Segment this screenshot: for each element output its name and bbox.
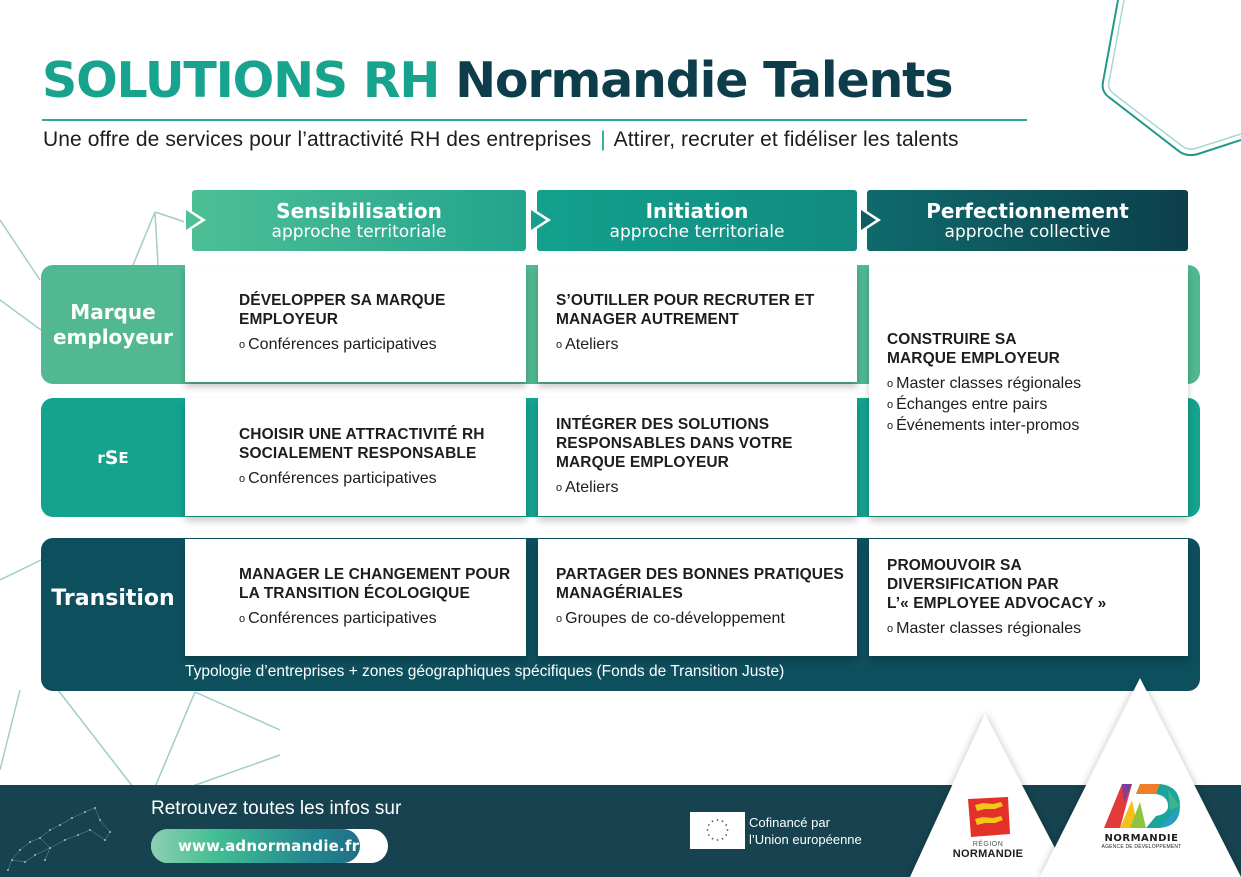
offer-format-item: o Ateliers [556, 479, 619, 496]
offer-format-item: o Groupes de co-développement [556, 610, 785, 627]
bullet-icon: o [887, 378, 894, 390]
bullet-icon: o [556, 482, 563, 494]
ad-normandie-name: NORMANDIE [1104, 833, 1179, 844]
page-subtitle [43, 128, 959, 152]
rse-letter-r: r [97, 448, 105, 467]
title-divider [42, 119, 1027, 121]
column-header-sensibilisation [192, 190, 526, 251]
offer-format-item: o Conférences participatives [239, 469, 437, 487]
ad-normandie-logo [1094, 780, 1189, 850]
website-link[interactable] [151, 829, 388, 863]
eu-cofinancing-text: Cofinancé par l’Union européenne [749, 815, 862, 847]
offer-title: MANAGER LE CHANGEMENT POUR LA TRANSITION ÉCOLOGIQUE [239, 566, 511, 602]
row-label-line: employeur [52, 324, 174, 349]
normandy-lions-flag-icon [963, 796, 1013, 838]
column-subtitle: approche territoriale [609, 222, 785, 242]
bullet-icon: o [887, 399, 894, 411]
offer-card-construire-marque [869, 265, 1188, 516]
offer-title: PROMOUVOIR SA DIVERSIFICATION PAR L’« EMPLOYEE ADVOCACY » [887, 556, 1107, 612]
row-label-line: Marque [70, 299, 156, 324]
title-solutions-rh: SOLUTIONS RH [42, 52, 440, 109]
offer-format-item: o Conférences participatives [239, 610, 437, 627]
rse-letter-s: S [104, 446, 119, 469]
row-label-marque-employeur [41, 265, 185, 384]
rse-letter-e: E [118, 448, 129, 467]
offer-card-partager-pratiques [538, 539, 857, 656]
bullet-icon: o [239, 472, 246, 485]
ad-normandie-subtitle: AGENCE DE DÉVELOPPEMENT [1101, 844, 1182, 850]
offer-card-attractivite-responsable [185, 398, 526, 516]
transition-note: Typologie d’entreprises + zones géographiques spécifiques (Fonds de Transition Juste) [185, 663, 785, 680]
page-title [42, 52, 953, 109]
offer-title: S’OUTILLER POUR RECRUTER ET MANAGER AUTREMENT [556, 292, 815, 328]
offer-format-item: o Master classes régionales [887, 375, 1082, 392]
offer-title: DÉVELOPPER SA MARQUE EMPLOYEUR [239, 292, 446, 328]
row-label-transition: Transition [51, 585, 175, 611]
column-title: Initiation [645, 199, 749, 223]
offer-card-manager-changement [185, 539, 526, 656]
column-header-perfectionnement [867, 190, 1188, 251]
subtitle-separator: | [600, 128, 606, 151]
offer-format-item: o Échanges entre pairs [887, 396, 1048, 413]
column-title: Perfectionnement [926, 199, 1129, 223]
offer-card-outiller-recruter [538, 265, 857, 382]
bullet-icon: o [239, 613, 246, 625]
row-label-rse [41, 398, 185, 517]
title-normandie-talents: Normandie Talents [455, 52, 953, 109]
footer-tagline: Retrouvez toutes les infos sur [151, 798, 402, 819]
offer-card-developper-marque [185, 265, 526, 382]
bullet-icon: o [887, 420, 894, 432]
offer-title: CHOISIR UNE ATTRACTIVITÉ RH SOCIALEMENT RESPONSABLE [239, 425, 485, 462]
ad-logo-mark-icon [1100, 780, 1184, 830]
play-arrow-icon [184, 206, 206, 234]
region-sub-label: RÉGION [972, 841, 1004, 848]
offer-title: PARTAGER DES BONNES PRATIQUES MANAGÉRIALES [556, 566, 844, 602]
bullet-icon: o [556, 613, 563, 625]
bullet-icon: o [887, 622, 894, 635]
subtitle-goals: Attirer, recruter et fidéliser les talents [613, 128, 959, 151]
region-normandie-logo [952, 796, 1024, 860]
subtitle-offer: Une offre de services pour l’attractivité RH des entreprises [43, 128, 592, 151]
offer-card-employee-advocacy [869, 539, 1188, 656]
region-name-label: NORMANDIE [952, 848, 1024, 860]
website-url[interactable]: www.adnormandie.fr [151, 829, 360, 863]
offer-format-item: o Master classes régionales [887, 619, 1082, 637]
column-title: Sensibilisation [276, 199, 442, 223]
column-subtitle: approche collective [944, 222, 1111, 242]
column-subtitle: approche territoriale [271, 222, 447, 242]
bullet-icon: o [239, 339, 246, 351]
bullet-icon: o [556, 339, 563, 351]
play-arrow-icon [859, 206, 881, 234]
eu-flag-icon [690, 812, 745, 849]
offer-format-item: o Conférences participatives [239, 336, 437, 353]
play-arrow-icon [529, 206, 551, 234]
offer-title: INTÉGRER DES SOLUTIONS RESPONSABLES DANS VOTRE MARQUE EMPLOYEUR [556, 416, 793, 471]
offer-format-item: o Ateliers [556, 336, 619, 353]
network-hand-illustration-icon [0, 790, 130, 877]
offer-title: CONSTRUIRE SA MARQUE EMPLOYEUR [887, 331, 1060, 367]
column-header-initiation [537, 190, 857, 251]
offer-card-integrer-solutions [538, 398, 857, 516]
offer-format-item: o Événements inter-promos [887, 417, 1080, 434]
